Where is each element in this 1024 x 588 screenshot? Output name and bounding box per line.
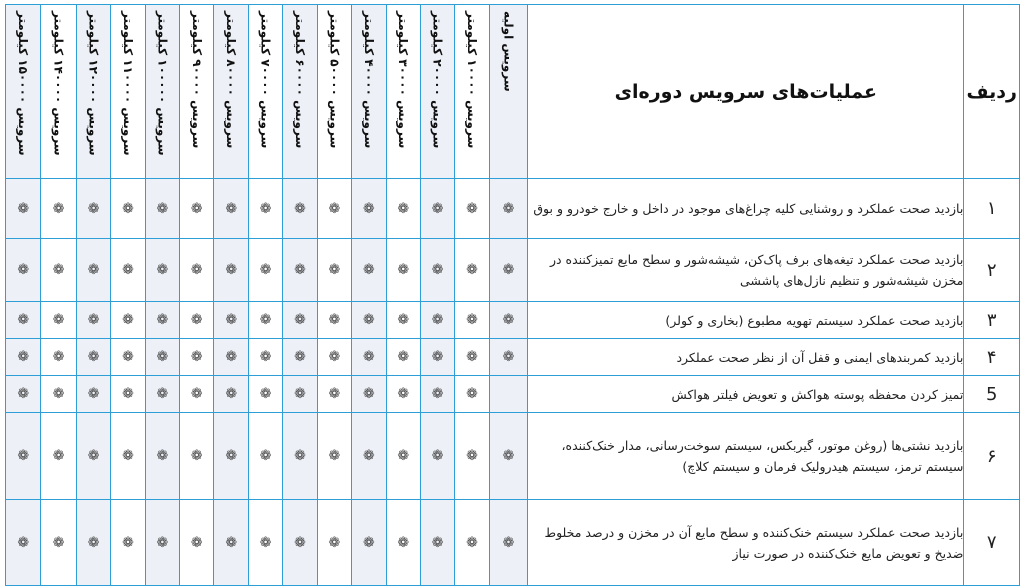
mark-icon: ❁	[225, 312, 238, 328]
mark-icon: ❁	[466, 200, 478, 217]
mark-icon: ❁	[17, 312, 30, 328]
service-mark-cell	[455, 179, 489, 239]
mark-icon: ❁	[397, 262, 410, 278]
mark-icon: ❁	[156, 200, 169, 217]
service-mark-cell	[386, 302, 420, 339]
mark-icon: ❁	[502, 262, 515, 278]
header-service-70000	[248, 5, 282, 179]
mark-icon: ❁	[17, 262, 30, 278]
service-mark-cell	[283, 239, 317, 302]
mark-icon: ❁	[397, 349, 410, 365]
service-mark-cell	[386, 500, 420, 586]
service-mark-cell	[352, 302, 386, 339]
service-mark-cell	[248, 239, 282, 302]
operation-description: تمیز کردن محفظه پوسته هواکش و تعویض فیلتر هواکش	[528, 376, 964, 413]
service-mark-cell	[317, 179, 351, 239]
mark-icon: ❁	[431, 262, 444, 278]
service-mark-cell	[317, 500, 351, 586]
service-mark-cell	[386, 239, 420, 302]
header-service-initial	[489, 5, 527, 179]
row-number: 5	[964, 376, 1020, 413]
mark-icon: ❁	[17, 534, 30, 551]
header-service-110000	[111, 5, 145, 179]
service-mark-cell	[489, 302, 527, 339]
service-mark-cell	[283, 376, 317, 413]
mark-icon: ❁	[87, 262, 100, 278]
service-schedule-table	[5, 4, 1020, 586]
header-service-50000	[317, 5, 351, 179]
mark-icon: ❁	[122, 312, 134, 328]
header-operations: عملیات‌های سرویس دوره‌ای	[528, 5, 964, 179]
service-mark-cell	[420, 179, 454, 239]
service-mark-cell	[41, 302, 76, 339]
service-mark-cell	[41, 339, 76, 376]
service-mark-cell	[283, 500, 317, 586]
mark-icon: ❁	[397, 534, 410, 551]
mark-icon: ❁	[225, 448, 238, 464]
service-label: سرویس ۷۰۰۰۰ کیلومتر	[258, 11, 273, 149]
table-row	[6, 302, 1020, 339]
mark-icon: ❁	[87, 312, 100, 328]
mark-icon: ❁	[190, 448, 203, 464]
mark-icon: ❁	[294, 200, 306, 217]
service-mark-cell	[41, 376, 76, 413]
mark-icon: ❁	[259, 262, 272, 278]
service-label: سرویس ۱۰۰۰۰ کیلومتر	[465, 11, 480, 149]
mark-icon: ❁	[328, 448, 341, 464]
mark-icon: ❁	[466, 312, 478, 328]
service-label: سرویس ۱۲۰۰۰۰ کیلومتر	[86, 11, 101, 156]
service-mark-cell	[180, 179, 214, 239]
service-mark-cell	[180, 302, 214, 339]
mark-icon: ❁	[156, 349, 169, 365]
mark-icon: ❁	[362, 200, 375, 217]
service-rows	[6, 179, 1020, 586]
service-mark-cell	[76, 239, 110, 302]
mark-icon: ❁	[122, 448, 134, 464]
mark-icon: ❁	[294, 262, 306, 278]
header-service-20000	[420, 5, 454, 179]
service-mark-cell	[283, 302, 317, 339]
mark-icon: ❁	[431, 386, 444, 402]
service-label: سرویس اولیه	[501, 11, 516, 92]
mark-icon: ❁	[52, 312, 65, 328]
mark-icon: ❁	[466, 448, 478, 464]
service-mark-cell	[248, 179, 282, 239]
service-mark-cell	[455, 239, 489, 302]
mark-icon: ❁	[294, 448, 306, 464]
service-mark-cell	[111, 302, 145, 339]
service-mark-cell	[41, 239, 76, 302]
service-mark-cell	[41, 500, 76, 586]
mark-icon: ❁	[122, 534, 134, 551]
mark-icon: ❁	[259, 448, 272, 464]
mark-icon: ❁	[190, 534, 203, 551]
service-mark-cell	[180, 376, 214, 413]
service-mark-cell	[6, 413, 41, 500]
service-mark-cell	[76, 302, 110, 339]
service-mark-cell	[6, 239, 41, 302]
service-label: سرویس ۳۰۰۰۰ کیلومتر	[396, 11, 411, 149]
header-service-120000	[76, 5, 110, 179]
mark-icon: ❁	[362, 534, 375, 551]
mark-icon: ❁	[397, 448, 410, 464]
service-mark-cell	[41, 179, 76, 239]
service-mark-cell	[214, 500, 248, 586]
service-mark-cell	[145, 413, 179, 500]
service-mark-cell	[6, 500, 41, 586]
mark-icon: ❁	[122, 349, 134, 365]
mark-icon: ❁	[52, 534, 65, 551]
service-mark-cell	[180, 500, 214, 586]
service-mark-cell	[352, 339, 386, 376]
mark-icon: ❁	[431, 448, 444, 464]
service-mark-cell	[248, 500, 282, 586]
service-mark-cell	[76, 500, 110, 586]
service-mark-cell	[352, 500, 386, 586]
service-mark-cell	[214, 179, 248, 239]
header-service-10000	[455, 5, 489, 179]
mark-icon: ❁	[122, 262, 134, 278]
service-mark-cell	[214, 376, 248, 413]
table-row	[6, 376, 1020, 413]
operation-description: بازدید صحت عملکرد و روشنایی کلیه چراغ‌های موجود در داخل و خارج خودرو و بوق	[528, 179, 964, 239]
mark-icon: ❁	[156, 312, 169, 328]
service-mark-cell	[76, 179, 110, 239]
service-mark-cell	[248, 302, 282, 339]
service-mark-cell	[283, 413, 317, 500]
mark-icon: ❁	[225, 200, 238, 217]
operation-description: بازدید نشتی‌ها (روغن موتور، گیربکس، سیستم سوخت‌رسانی، مدار خنک‌کننده، سیستم ترمز، سیستم هیدرولیک فرمان و سیستم کلاچ)	[528, 413, 964, 500]
header-service-140000	[41, 5, 76, 179]
service-mark-cell	[455, 302, 489, 339]
mark-icon: ❁	[52, 262, 65, 278]
header-service-150000	[6, 5, 41, 179]
service-mark-cell	[111, 239, 145, 302]
mark-icon: ❁	[294, 312, 306, 328]
service-mark-cell	[283, 179, 317, 239]
service-mark-cell	[214, 339, 248, 376]
table-row	[6, 339, 1020, 376]
mark-icon: ❁	[190, 312, 203, 328]
service-label: سرویس ۲۰۰۰۰ کیلومتر	[430, 11, 445, 149]
service-label: سرویس ۵۰۰۰۰ کیلومتر	[327, 11, 342, 149]
mark-icon: ❁	[52, 349, 65, 365]
service-mark-cell	[145, 500, 179, 586]
mark-icon: ❁	[17, 448, 30, 464]
mark-icon: ❁	[328, 386, 341, 402]
mark-icon: ❁	[190, 200, 203, 217]
service-mark-cell	[76, 376, 110, 413]
service-mark-cell	[145, 179, 179, 239]
mark-icon: ❁	[362, 262, 375, 278]
row-number: ۱	[964, 179, 1020, 239]
service-mark-cell	[145, 376, 179, 413]
service-mark-cell	[111, 500, 145, 586]
mark-icon: ❁	[52, 200, 65, 217]
mark-icon: ❁	[328, 200, 341, 217]
mark-icon: ❁	[156, 534, 169, 551]
mark-icon: ❁	[17, 386, 30, 402]
mark-icon: ❁	[156, 448, 169, 464]
service-mark-cell	[6, 376, 41, 413]
service-label: سرویس ۸۰۰۰۰ کیلومتر	[224, 11, 239, 149]
mark-icon: ❁	[397, 386, 410, 402]
service-mark-cell	[111, 179, 145, 239]
service-mark-cell	[248, 339, 282, 376]
service-mark-cell	[145, 339, 179, 376]
mark-icon: ❁	[87, 200, 100, 217]
service-mark-cell	[41, 413, 76, 500]
header-service-80000	[214, 5, 248, 179]
mark-icon: ❁	[17, 200, 30, 217]
service-mark-cell	[489, 413, 527, 500]
service-mark-cell	[180, 239, 214, 302]
mark-icon: ❁	[122, 200, 134, 217]
row-number: ۷	[964, 500, 1020, 586]
mark-icon: ❁	[466, 386, 478, 402]
operation-description: بازدید صحت عملکرد سیستم تهویه مطبوع (بخاری و کولر)	[528, 302, 964, 339]
service-mark-cell	[489, 239, 527, 302]
service-mark-cell	[455, 413, 489, 500]
mark-icon: ❁	[259, 534, 272, 551]
mark-icon: ❁	[502, 448, 515, 464]
mark-icon: ❁	[17, 349, 30, 365]
table-row	[6, 413, 1020, 500]
service-mark-cell	[145, 302, 179, 339]
service-mark-cell	[111, 339, 145, 376]
service-mark-cell	[455, 376, 489, 413]
mark-icon: ❁	[328, 349, 341, 365]
mark-icon: ❁	[259, 386, 272, 402]
service-mark-cell	[6, 302, 41, 339]
mark-icon: ❁	[362, 349, 375, 365]
service-mark-cell	[352, 376, 386, 413]
mark-icon: ❁	[225, 534, 238, 551]
service-mark-cell	[317, 413, 351, 500]
service-mark-cell	[283, 339, 317, 376]
mark-icon: ❁	[294, 534, 306, 551]
mark-icon: ❁	[259, 200, 272, 217]
service-mark-cell	[386, 339, 420, 376]
service-mark-cell	[352, 179, 386, 239]
service-label: سرویس ۴۰۰۰۰ کیلومتر	[361, 11, 376, 149]
mark-icon: ❁	[431, 349, 444, 365]
service-mark-cell	[420, 339, 454, 376]
service-mark-cell	[248, 376, 282, 413]
service-mark-cell	[420, 413, 454, 500]
mark-icon: ❁	[328, 534, 341, 551]
service-label: سرویس ۶۰۰۰۰ کیلومتر	[293, 11, 307, 149]
mark-icon: ❁	[87, 534, 100, 551]
header-row-number: ردیف	[964, 5, 1020, 179]
service-mark-cell	[420, 500, 454, 586]
mark-icon: ❁	[87, 349, 100, 365]
mark-icon: ❁	[294, 386, 306, 402]
mark-icon: ❁	[52, 386, 65, 402]
row-number: ۳	[964, 302, 1020, 339]
table-row	[6, 239, 1020, 302]
table-row	[6, 500, 1020, 586]
table-row	[6, 179, 1020, 239]
service-mark-cell	[111, 413, 145, 500]
mark-icon: ❁	[466, 349, 478, 365]
mark-icon: ❁	[225, 349, 238, 365]
mark-icon: ❁	[259, 312, 272, 328]
header-service-90000	[180, 5, 214, 179]
mark-icon: ❁	[502, 200, 515, 217]
mark-icon: ❁	[397, 200, 410, 217]
header-service-40000	[352, 5, 386, 179]
mark-icon: ❁	[225, 262, 238, 278]
service-mark-cell	[76, 413, 110, 500]
service-mark-cell	[317, 376, 351, 413]
header-service-60000	[283, 5, 317, 179]
mark-icon: ❁	[466, 534, 478, 551]
service-mark-cell	[214, 302, 248, 339]
row-number: ۶	[964, 413, 1020, 500]
service-mark-cell	[420, 239, 454, 302]
mark-icon: ❁	[431, 534, 444, 551]
mark-icon: ❁	[328, 262, 341, 278]
mark-icon: ❁	[87, 448, 100, 464]
mark-icon: ❁	[156, 262, 169, 278]
service-mark-cell	[76, 339, 110, 376]
mark-icon: ❁	[502, 534, 515, 551]
service-mark-cell	[386, 413, 420, 500]
mark-icon: ❁	[397, 312, 410, 328]
mark-icon: ❁	[156, 386, 169, 402]
service-mark-cell	[455, 339, 489, 376]
service-label: سرویس ۱۴۰۰۰۰ کیلومتر	[51, 11, 66, 156]
mark-icon: ❁	[190, 386, 203, 402]
mark-icon: ❁	[87, 386, 100, 402]
row-number: ۲	[964, 239, 1020, 302]
mark-icon: ❁	[502, 349, 515, 365]
service-label: سرویس ۹۰۰۰۰ کیلومتر	[189, 11, 204, 149]
mark-icon: ❁	[362, 386, 375, 402]
service-mark-cell	[317, 339, 351, 376]
service-mark-cell	[489, 339, 527, 376]
mark-icon: ❁	[362, 312, 375, 328]
service-mark-cell	[386, 179, 420, 239]
service-mark-cell	[489, 376, 527, 413]
service-mark-cell	[180, 413, 214, 500]
mark-icon: ❁	[122, 386, 134, 402]
operation-description: بازدید صحت عملکرد سیستم خنک‌کننده و سطح مایع آن در مخزن و درصد مخلوط ضدیخ و تعویض مایع خنک‌کننده در صورت نیاز	[528, 500, 964, 586]
header-service-100000	[145, 5, 179, 179]
service-mark-cell	[352, 239, 386, 302]
service-mark-cell	[386, 376, 420, 413]
operation-description: بازدید کمربندهای ایمنی و قفل آن از نظر صحت عملکرد	[528, 339, 964, 376]
header-service-30000	[386, 5, 420, 179]
service-mark-cell	[317, 302, 351, 339]
service-mark-cell	[248, 413, 282, 500]
service-mark-cell	[6, 179, 41, 239]
service-label: سرویس ۱۱۰۰۰۰ کیلومتر	[120, 11, 135, 156]
mark-icon: ❁	[502, 312, 515, 328]
service-mark-cell	[214, 413, 248, 500]
service-mark-cell	[317, 239, 351, 302]
service-mark-cell	[180, 339, 214, 376]
mark-icon: ❁	[294, 349, 306, 365]
operation-description: بازدید صحت عملکرد تیغه‌های برف پاک‌کن، شیشه‌شور و سطح مایع تمیزکننده در مخزن شیشه‌شور و تنظیم نازل‌های پاششی	[528, 239, 964, 302]
service-mark-cell	[111, 376, 145, 413]
service-mark-cell	[455, 500, 489, 586]
service-label: سرویس ۱۰۰۰۰۰ کیلومتر	[155, 11, 170, 156]
mark-icon: ❁	[431, 200, 444, 217]
service-mark-cell	[6, 339, 41, 376]
mark-icon: ❁	[362, 448, 375, 464]
service-mark-cell	[214, 239, 248, 302]
service-label: سرویس ۱۵۰۰۰۰ کیلومتر	[16, 11, 31, 156]
mark-icon: ❁	[190, 262, 203, 278]
header-row	[6, 5, 1020, 179]
service-mark-cell	[145, 239, 179, 302]
mark-icon: ❁	[190, 349, 203, 365]
mark-icon: ❁	[52, 448, 65, 464]
service-mark-cell	[489, 179, 527, 239]
mark-icon: ❁	[259, 349, 272, 365]
mark-icon: ❁	[466, 262, 478, 278]
service-mark-cell	[352, 413, 386, 500]
mark-icon: ❁	[328, 312, 341, 328]
mark-icon: ❁	[431, 312, 444, 328]
mark-icon: ❁	[225, 386, 238, 402]
row-number: ۴	[964, 339, 1020, 376]
service-mark-cell	[489, 500, 527, 586]
service-mark-cell	[420, 302, 454, 339]
service-mark-cell	[420, 376, 454, 413]
